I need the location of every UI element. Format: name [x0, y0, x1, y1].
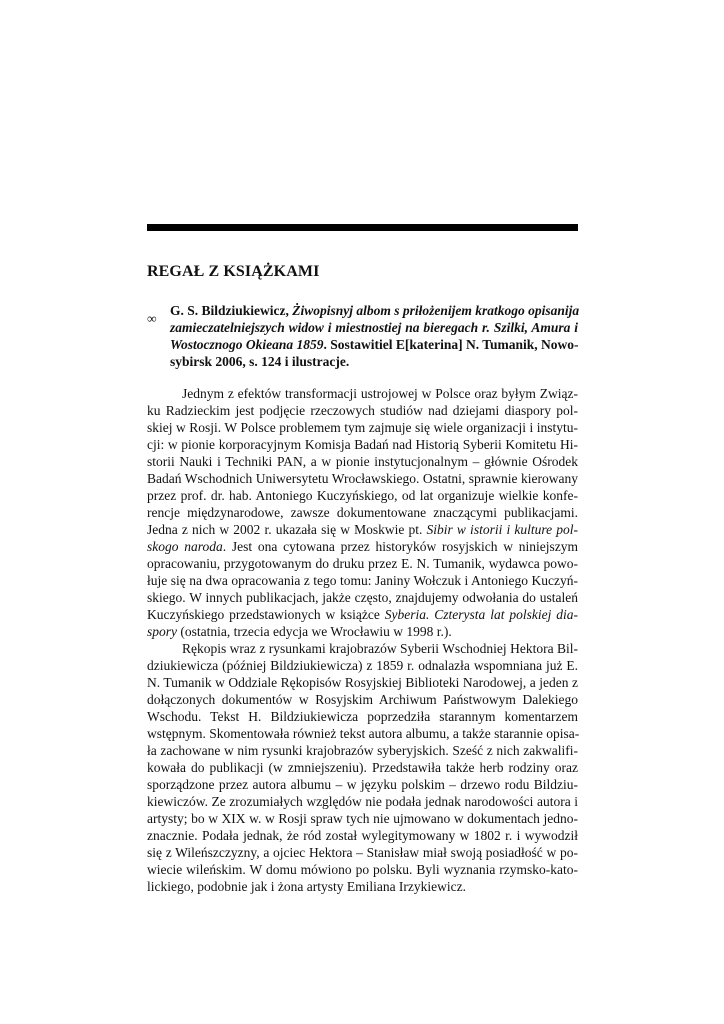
p1-line: przez prof. dr. hab. Antoniego Kuczyńskiego, od lat organizuje wielkie konfe- — [147, 488, 578, 503]
section-title: REGAŁ Z KSIĄŻKAMI — [147, 263, 320, 280]
p2-line: kowała do publikacji (w zmniejszeniu). Przedstawiła także herb rodziny oraz — [147, 760, 578, 775]
p1-line-text: Jedna z nich w 2002 r. ukazała się w Moskwie pt. — [147, 522, 427, 537]
p2-line: dziukiewicza (później Bildziukiewicza) z 1859 r. odnalazła wspomniana już E. — [147, 658, 578, 673]
p2-line: artysty; bo w XIX w. w Rosji spraw tych nie ujmowano w dokumentach jedno- — [147, 811, 578, 826]
book-citation — [170, 302, 578, 370]
p2-line: Rękopis wraz z rysunkami krajobrazów Syberii Wschodniej Hektora Bil- — [182, 641, 578, 656]
p2-line: lickiego, podobnie jak i żona artysty Emiliana Irzykiewicz. — [147, 879, 467, 894]
p2-line: dołączonych dokumentów w Rosyjskim Archiwum Państwowym Dalekiego — [147, 692, 578, 707]
p2-line: N. Tumanik w Oddziale Rękopisów Rosyjskiej Biblioteki Narodowej, a jeden z — [147, 675, 578, 690]
p1-line: skiego. W innych publikacjach, jakże często, znajdujemy odwołania do ustaleń — [147, 590, 578, 605]
citation-publication: sybirsk 2006, s. 124 i ilustracje. — [170, 354, 350, 369]
p1-line-text: Kuczyńskiego przedstawionych w książce — [147, 607, 385, 622]
p2-line: sporządzone przez autora albumu – w języku polskim – drzewo rodu Bildziu- — [147, 777, 578, 792]
p1-line: cji: w pionie korporacyjnym Komisja Badań nad Historią Syberii Komitetu Hi- — [147, 437, 578, 452]
p1-line: rencje międzynarodowe, zawsze dokumentowane znaczącymi publikacjami. — [147, 505, 578, 520]
citation-author: G. S. Bildziukiewicz, — [170, 303, 293, 318]
p2-line: wiecie wileńskim. W domu mówiono po polsku. Byli wyznania rzymsko-kato- — [147, 862, 578, 877]
p1-line: Badań Wschodnich Uniwersytetu Wrocławskiego. Ostatni, sprawnie kierowany — [147, 471, 578, 486]
citation-title-2: zamieczatelniejszych widow i miestnostiej na bieregach r. Szilki, Amura i — [170, 320, 578, 335]
p2-line: znacznie. Podała jednak, że ród został wylegitymowany w 1802 r. i wywodził — [147, 828, 578, 843]
p2-line: Wschodu. Tekst H. Bildziukiewicza poprzedziła starannym komentarzem — [147, 709, 578, 724]
p1-line: storii Nauki i Techniki PAN, a w pionie instytucjonalnym – głównie Ośrodek — [147, 454, 578, 469]
p1-line-text: . Jest ona cytowana przez historyków rosyjskich w niniejszym — [222, 539, 578, 554]
infinity-bullet-icon: ∞ — [147, 311, 157, 326]
p2-line: ła zachowane w nim rysunki krajobrazów syberyjskich. Sześć z nich zakwalifi- — [147, 743, 578, 758]
citation-title-1: Żiwopisnyj albom s priłożenijem kratkogo opisanija — [292, 303, 580, 318]
p1-italic-title: skogo naroda — [147, 539, 223, 554]
citation-editor: . Sostawitiel E[katerina] N. Tumanik, Nowo- — [323, 337, 579, 352]
p1-italic-title: Sibir w istorii i kulture pol- — [426, 522, 578, 537]
p1-italic-title: spory — [147, 624, 177, 639]
p1-line: skiej w Rosji. W Polsce problemem tym zajmuje się wiele organizacji i instytu- — [147, 420, 578, 435]
citation-title-3: Wostocznogo Okieana 1859 — [170, 337, 324, 352]
p1-line: ku Radzieckim jest podjęcie rzeczowych studiów nad dziejami diaspory pol- — [147, 403, 578, 418]
review-body — [147, 385, 578, 895]
p2-line: się z Wileńszczyzny, a ojciec Hektora – Stanisław miał swoją posiadłość w po- — [147, 845, 578, 860]
p1-line: łuje się na dwa opracowania z tego tomu: Janiny Wołczuk i Antoniego Kuczyń- — [147, 573, 578, 588]
p2-line: kiewiczów. Ze zrozumiałych względów nie podała jednak narodowości autora i — [147, 794, 578, 809]
p1-line: Jednym z efektów transformacji ustrojowej w Polsce oraz byłym Związ- — [182, 386, 578, 401]
p1-italic-title: Syberia. Czterysta lat polskiej dia- — [384, 607, 578, 622]
p2-line: wstępnym. Skomentowała również tekst autora albumu, a także starannie opisa- — [147, 726, 580, 741]
p1-line: opracowaniu, przygotowanym do druku przez E. N. Tumanik, wydawca powo- — [147, 556, 578, 571]
p1-line-text: (ostatnia, trzecia edycja we Wrocławiu w 1998 r.). — [177, 624, 452, 639]
header-rule — [147, 224, 578, 231]
